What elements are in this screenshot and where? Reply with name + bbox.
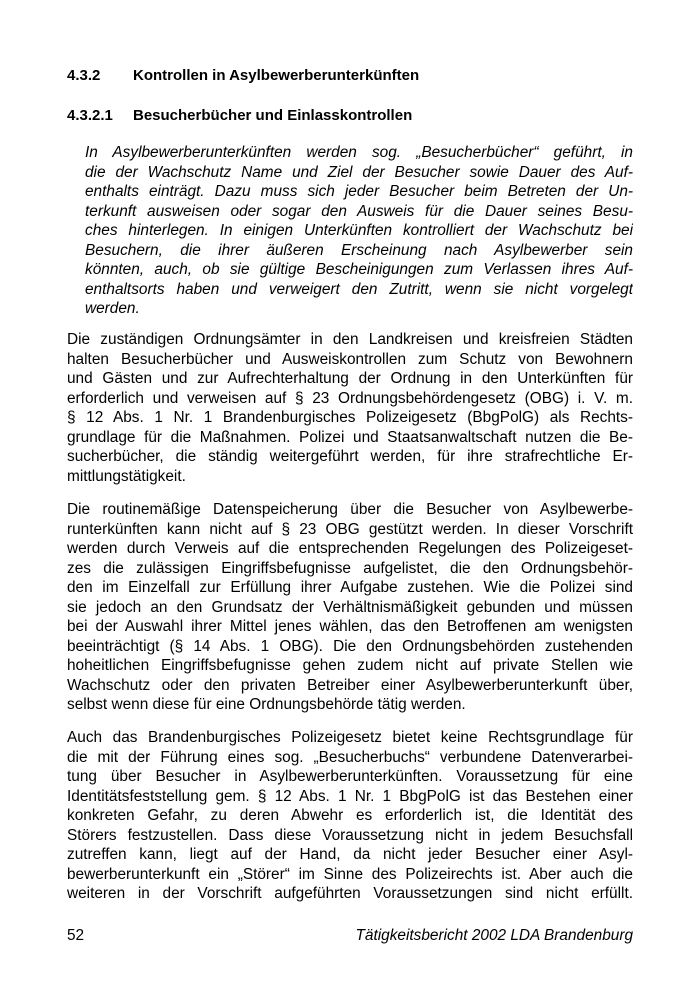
text-line: beeinträchtigt (§ 14 Abs. 1 OBG). Die den Ordnungsbehörden zustehenden xyxy=(67,637,633,655)
text-line: sie jedoch an den Grundsatz der Verhältnismäßigkeit gebunden und müssen xyxy=(67,598,633,616)
text-line: halten Besucherbücher und Ausweiskontrollen zum Schutz von Bewohnern xyxy=(67,350,633,368)
text-line: selbst wenn diese für eine Ordnungsbehörde tätig werden. xyxy=(67,696,466,714)
text-line: und Gästen und zur Aufrechterhaltung der Ordnung in den Unterkünften für xyxy=(67,370,633,388)
text-line: werden durch Verweis auf die entsprechenden Regelungen des Polizeigeset- xyxy=(67,540,633,558)
section-heading xyxy=(67,67,419,84)
section-number: 4.3.2 xyxy=(67,67,101,84)
page-footer xyxy=(67,927,633,945)
text-line: hoheitlichen Eingriffsbefugnisse gehen zudem nicht auf private Stellen wie xyxy=(67,657,633,675)
text-line: könnten, auch, ob sie gültige Bescheinigungen zum Verlassen ihres Auf- xyxy=(85,261,633,279)
subsection-number: 4.3.2.1 xyxy=(67,107,113,124)
text-line: mittlungstätigkeit. xyxy=(67,467,186,485)
subsection-heading xyxy=(67,107,412,124)
text-line: zutreffen kann, liegt auf der Hand, da nicht jeder Besucher einer Asyl- xyxy=(67,846,633,864)
text-line: enthaltsorts haben und verweigert den Zutritt, wenn sie nicht vorgelegt xyxy=(85,280,633,298)
text-line: bewerberunterkunft ein „Störer“ im Sinne des Polizeirechts ist. Aber auch die xyxy=(67,865,633,883)
text-line: runterkünften kann nicht auf § 23 OBG gestützt werden. In dieser Vorschrift xyxy=(67,520,633,538)
report-title: Tätigkeitsbericht 2002 LDA Brandenburg xyxy=(355,927,633,944)
quoted-finding xyxy=(85,143,633,319)
section-title: Kontrollen in Asylbewerberunterkünften xyxy=(133,67,420,84)
text-line: Störers festzustellen. Dass diese Voraussetzung nicht in jedem Besuchsfall xyxy=(67,826,633,844)
text-line: Besuchern, die ihrer äußeren Erscheinung nach Asylbewerber sein xyxy=(85,241,633,259)
text-line: Identitätsfeststellung gem. § 12 Abs. 1 Nr. 1 BbgPolG ist das Bestehen einer xyxy=(67,787,633,805)
text-line: die der Wachschutz Name und Ziel der Besucher sowie Dauer des Auf- xyxy=(85,163,633,181)
text-line: Die routinemäßige Datenspeicherung über die Besucher von Asylbewerbe- xyxy=(67,501,633,518)
text-line: zes die zulässigen Eingriffsbefugnisse aufgelistet, die den Ordnungsbehör- xyxy=(67,559,633,577)
text-line: terkunft ausweisen oder sogar den Ausweis für die Dauer seines Besu- xyxy=(85,202,633,220)
body-paragraph xyxy=(67,330,633,486)
text-line: konkreten Gefahr, zu deren Abwehr es erforderlich ist, die Identität des xyxy=(67,807,633,825)
text-line: bei der Auswahl ihrer Mittel jenes wählen, das den Betroffenen am wenigsten xyxy=(67,618,633,636)
text-line: Auch das Brandenburgisches Polizeigesetz bietet keine Rechtsgrundlage für xyxy=(67,729,633,746)
text-line: sucherbücher, die ständig weitergeführt werden, für ihre strafrechtliche Er- xyxy=(67,448,633,466)
body-paragraph xyxy=(67,500,633,715)
body-paragraph xyxy=(67,728,633,904)
text-line: § 12 Abs. 1 Nr. 1 Brandenburgisches Polizeigesetz (BbgPolG) als Rechts- xyxy=(67,409,633,427)
text-line: weiteren in der Vorschrift aufgeführten Voraussetzungen sind nicht erfüllt. xyxy=(67,885,633,903)
text-line: ches hinterlegen. In einigen Unterkünften kontrolliert der Wachschutz bei xyxy=(85,222,633,240)
text-line: tung über Besucher in Asylbewerberunterkünften. Voraussetzung für eine xyxy=(67,768,633,786)
text-line: Wachschutz oder den privaten Betreiber einer Asylbewerberunterkunft über, xyxy=(67,676,633,694)
text-line: Die zuständigen Ordnungsämter in den Landkreisen und kreisfreien Städten xyxy=(67,331,633,348)
text-line: den im Einzelfall zur Erfüllung ihrer Aufgabe zustehen. Wie die Polizei sind xyxy=(67,579,633,597)
text-line: erforderlich und verweisen auf § 23 Ordnungsbehördengesetz (OBG) i. V. m. xyxy=(67,389,633,407)
text-line: werden. xyxy=(85,300,140,318)
text-line: grundlage für die Maßnahmen. Polizei und Staatsanwaltschaft nutzen die Be- xyxy=(67,428,633,446)
text-line: enthalts einträgt. Dazu muss sich jeder Besucher beim Betreten der Un- xyxy=(85,183,633,201)
text-line: die mit der Führung eines sog. „Besucherbuchs“ verbundene Datenverarbei- xyxy=(67,748,633,766)
text-line: In Asylbewerberunterkünften werden sog. „Besucherbücher“ geführt, in xyxy=(85,144,633,161)
page-number: 52 xyxy=(67,927,85,944)
subsection-title: Besucherbücher und Einlasskontrollen xyxy=(133,107,413,124)
